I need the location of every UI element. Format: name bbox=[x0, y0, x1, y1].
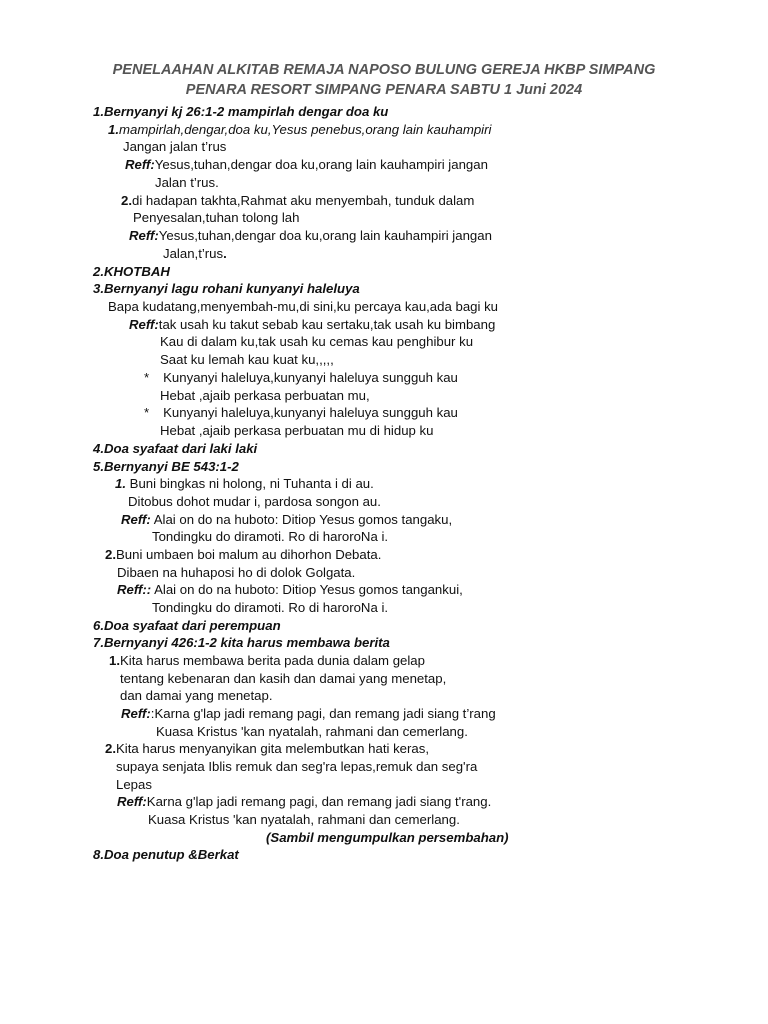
verse-text: di hadapan takhta,Rahmat aku menyembah, tunduk dalam bbox=[132, 193, 475, 208]
section-7-reff-1-line-1 bbox=[121, 705, 496, 723]
section-5-reff-2-line-1 bbox=[117, 581, 463, 599]
verse-number: 1. bbox=[108, 122, 119, 137]
reff-text: Jalan,t’rus bbox=[163, 246, 224, 261]
section-5-verse-1-line-1 bbox=[115, 475, 374, 493]
reff-text: Alai on do na huboto: Ditiop Yesus gomos tangaku, bbox=[150, 512, 453, 527]
section-5-reff-2-line-2: Tondingku do diramoti. Ro di haroroNa i. bbox=[152, 600, 389, 615]
section-1-reff-1-line-1 bbox=[125, 156, 488, 174]
section-3-reff-line-1 bbox=[129, 316, 495, 334]
star-text: Kunyanyi haleluya,kunyanyi haleluya sungguh kau bbox=[163, 370, 458, 385]
section-4-heading: 4.Doa syafaat dari laki laki bbox=[93, 441, 258, 456]
section-2-heading: 2.KHOTBAH bbox=[93, 264, 170, 279]
section-7-reff-1-line-2: Kuasa Kristus 'kan nyatalah, rahmani dan cemerlang. bbox=[156, 724, 468, 739]
verse-number: 2. bbox=[105, 547, 116, 562]
section-7-reff-2-line-2: Kuasa Kristus 'kan nyatalah, rahmani dan cemerlang. bbox=[148, 812, 460, 827]
section-1-heading: 1.Bernyanyi kj 26:1-2 mampirlah dengar doa ku bbox=[93, 104, 389, 119]
section-1-reff-2-line-2 bbox=[163, 245, 227, 263]
reff-label: Reff: bbox=[121, 512, 151, 527]
section-1-verse-1-line-2: Jangan jalan t’rus bbox=[123, 139, 227, 154]
section-7-verse-1-line-1 bbox=[109, 652, 425, 670]
section-7-verse-2-line-3: Lepas bbox=[116, 777, 152, 792]
verse-text: Buni bingkas ni holong, ni Tuhanta i di au. bbox=[126, 476, 374, 491]
verse-text: Buni umbaen boi malum au dihorhon Debata. bbox=[116, 547, 382, 562]
section-8-heading: 8.Doa penutup &Berkat bbox=[93, 847, 239, 862]
section-5-heading: 5.Bernyanyi BE 543:1-2 bbox=[93, 459, 239, 474]
verse-number: 2. bbox=[121, 193, 132, 208]
verse-number: 2. bbox=[105, 741, 116, 756]
section-3-reff-line-3: Saat ku lemah kau kuat ku,,,,, bbox=[160, 352, 334, 367]
section-7-verse-2-line-2: supaya senjata Iblis remuk dan seg'ra lepas,remuk dan seg'ra bbox=[116, 759, 478, 774]
section-1-verse-1-line-1 bbox=[108, 121, 491, 139]
section-7-reff-2-line-1 bbox=[117, 793, 491, 811]
section-7-note: (Sambil mengumpulkan persembahan) bbox=[266, 830, 509, 845]
section-1-reff-1-line-2: Jalan t’rus. bbox=[155, 175, 219, 190]
section-7-heading: 7.Bernyanyi 426:1-2 kita harus membawa berita bbox=[93, 635, 390, 650]
bullet-star: * bbox=[144, 370, 150, 385]
verse-text: Kita harus menyanyikan gita melembutkan hati keras, bbox=[116, 741, 429, 756]
reff-text: Yesus,tuhan,dengar doa ku,orang lain kauhampiri jangan bbox=[154, 157, 488, 172]
section-3-reff-line-2: Kau di dalam ku,tak usah ku cemas kau penghibur ku bbox=[160, 334, 474, 349]
section-1-reff-2-line-1 bbox=[129, 227, 492, 245]
reff-text: Yesus,tuhan,dengar doa ku,orang lain kauhampiri jangan bbox=[158, 228, 492, 243]
section-7-verse-1-line-3: dan damai yang menetap. bbox=[120, 688, 273, 703]
verse-text: Kita harus membawa berita pada dunia dalam gelap bbox=[120, 653, 425, 668]
section-3-star-1-line-2: Hebat ,ajaib perkasa perbuatan mu, bbox=[160, 388, 370, 403]
verse-number: 1. bbox=[109, 653, 120, 668]
document-title-line-2: PENARA RESORT SIMPANG PENARA SABTU 1 Juni 2024 bbox=[185, 82, 583, 98]
section-3-star-1-line-1 bbox=[144, 369, 458, 387]
section-3-star-2-line-1 bbox=[144, 404, 458, 422]
section-7-verse-1-line-2: tentang kebenaran dan kasih dan damai yang menetap, bbox=[120, 671, 447, 686]
section-3-heading: 3.Bernyanyi lagu rohani kunyanyi haleluya bbox=[93, 281, 360, 296]
reff-label: Reff: bbox=[125, 157, 155, 172]
reff-label: Reff:: bbox=[117, 582, 152, 597]
reff-label: Reff: bbox=[121, 706, 151, 721]
reff-label: Reff: bbox=[117, 794, 147, 809]
reff-end-mark: . bbox=[223, 246, 227, 261]
document-title-line-1: PENELAAHAN ALKITAB REMAJA NAPOSO BULUNG GEREJA HKBP SIMPANG bbox=[112, 62, 656, 78]
section-6-heading: 6.Doa syafaat dari perempuan bbox=[93, 618, 281, 633]
reff-label: Reff: bbox=[129, 317, 159, 332]
section-5-reff-1-line-2: Tondingku do diramoti. Ro di haroroNa i. bbox=[152, 529, 389, 544]
section-1-verse-2-line-1 bbox=[121, 192, 474, 210]
reff-text: tak usah ku takut sebab kau sertaku,tak usah ku bimbang bbox=[158, 317, 496, 332]
section-3-star-2-line-2: Hebat ,ajaib perkasa perbuatan mu di hidup ku bbox=[160, 423, 434, 438]
section-5-verse-1-line-2: Ditobus dohot mudar i, pardosa songon au. bbox=[128, 494, 381, 509]
section-1-verse-2-line-2: Penyesalan,tuhan tolong lah bbox=[133, 210, 300, 225]
section-7-verse-2-line-1 bbox=[105, 740, 429, 758]
bullet-star: * bbox=[144, 405, 150, 420]
section-5-verse-2-line-1 bbox=[105, 546, 381, 564]
verse-number: 1. bbox=[115, 476, 126, 491]
reff-text: Karna g'lap jadi remang pagi, dan remang jadi siang t'rang. bbox=[146, 794, 492, 809]
reff-text: Alai on do na huboto: Ditiop Yesus gomos tangankui, bbox=[151, 582, 463, 597]
verse-text: mampirlah,dengar,doa ku,Yesus penebus,orang lain kauhampiri bbox=[119, 122, 492, 137]
section-5-verse-2-line-2: Dibaen na huhaposi ho di dolok Golgata. bbox=[117, 565, 356, 580]
reff-text: :Karna g'lap jadi remang pagi, dan remang jadi siang t’rang bbox=[150, 706, 496, 721]
section-5-reff-1-line-1 bbox=[121, 511, 452, 529]
reff-label: Reff: bbox=[129, 228, 159, 243]
star-text: Kunyanyi haleluya,kunyanyi haleluya sungguh kau bbox=[163, 405, 458, 420]
section-3-line-1: Bapa kudatang,menyembah-mu,di sini,ku percaya kau,ada bagi ku bbox=[108, 299, 499, 314]
